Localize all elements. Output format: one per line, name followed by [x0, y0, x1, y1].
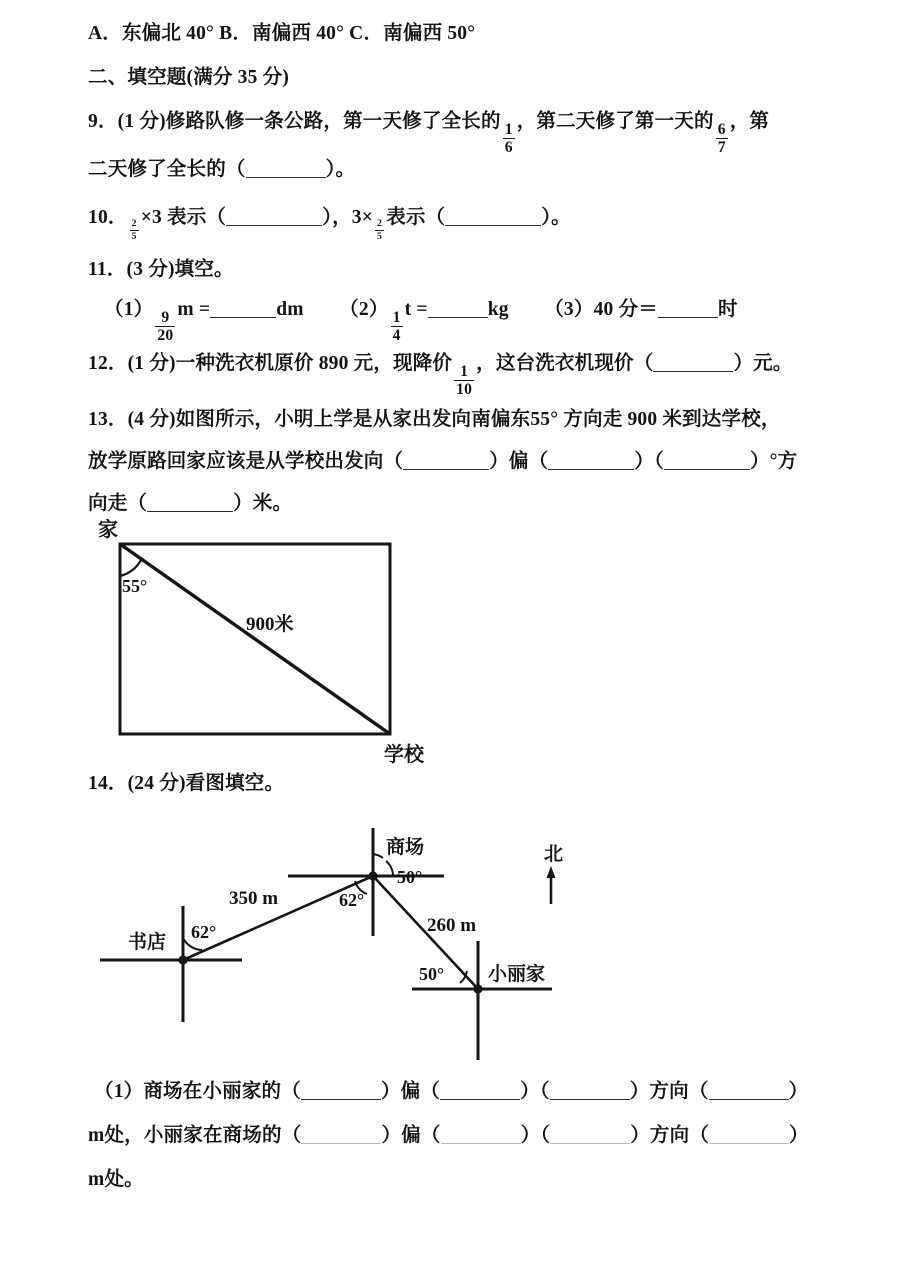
fraction-q10-second: $\frac{2}{5}$ [377, 217, 383, 242]
question-10-line [88, 206, 571, 241]
question-11-item-1-unit-to: dm [276, 299, 304, 320]
diagram-label-bookstore: 书店 [128, 932, 167, 953]
answer-blank-sq1-2[interactable] [440, 1083, 520, 1100]
question-13-text-b: 放学原路回家应该是从学校出发向（ [88, 451, 404, 472]
question-10-text-b: ），3× [322, 207, 374, 228]
diagram-distance-260: 260 m [427, 915, 477, 936]
question-10-text-a: ×3 表示（ [140, 207, 227, 228]
answer-blank-q13-c[interactable] [664, 453, 750, 470]
question-11-number: 11． [88, 259, 127, 280]
fraction-one-quarter: $\frac{1}{4}$ [392, 308, 401, 345]
question-9-points: (1 分) [117, 111, 166, 132]
answer-choices-line [88, 22, 475, 45]
question-11-item-2-unit-to: kg [487, 299, 509, 320]
subquestion-1-line-1 [94, 1080, 808, 1103]
question-9-text-d: 二天修了全长的（ [88, 159, 246, 180]
question-11-items [104, 298, 738, 344]
question-12-text-a: 一种洗衣机原价 890 元，现降价 [175, 353, 453, 374]
subq1-text-g: ）偏（ [381, 1125, 441, 1146]
diagram-angle-xiaoli-50: 50° [419, 964, 445, 984]
question-13-text-d: ）（ [634, 451, 664, 472]
diagram-angle-mall-50: 50° [397, 867, 423, 887]
answer-blank-q10-b[interactable] [445, 209, 541, 226]
question-9-number: 9． [88, 111, 118, 132]
section-heading [88, 66, 289, 89]
answer-blank-q10-a[interactable] [226, 209, 322, 226]
fraction-one-tenth: $\frac{1}{10}$ [456, 362, 473, 399]
question-13-text-c: ）偏（ [489, 451, 549, 472]
diagram-label-home: 家 [98, 519, 118, 541]
subq1-text-k: m处。 [88, 1169, 144, 1190]
answer-blank-q11-1[interactable] [210, 301, 276, 318]
question-13-text-g: ）米。 [233, 493, 293, 514]
question-13-number: 13． [88, 409, 128, 430]
question-12-number: 12． [88, 353, 128, 374]
fraction-one-sixth: $\frac{1}{6}$ [504, 120, 513, 157]
diagram-angle-mall-62: 62° [339, 890, 365, 910]
subq1-text-e: ） [788, 1081, 809, 1102]
subq1-text-b: ）偏（ [380, 1081, 441, 1102]
question-11-item-2-unit-from: t = [404, 299, 428, 320]
answer-blank-sq1-1[interactable] [301, 1083, 381, 1100]
answer-blank-sq1-3[interactable] [550, 1083, 630, 1100]
answer-blank-sq1-4[interactable] [709, 1083, 789, 1100]
question-9-text-e: ）。 [325, 159, 356, 180]
subq1-text-j: ） [789, 1125, 809, 1146]
answer-choices-text: A．东偏北 40° B．南偏西 40° C．南偏西 50° [88, 23, 476, 44]
question-12-text-c: ）元。 [733, 353, 793, 374]
subq1-text-a: （1）商场在小丽家的（ [94, 1081, 301, 1102]
question-14-number: 14． [88, 773, 128, 794]
question-10-text-d: ）。 [541, 207, 571, 228]
section-heading-text: 二、填空题(满分 35 分) [88, 67, 290, 88]
subq1-text-i: ）方向（ [630, 1125, 710, 1146]
answer-blank-sq1-8[interactable] [709, 1127, 789, 1144]
answer-blank-q12[interactable] [653, 355, 733, 372]
answer-blank-sq1-6[interactable] [441, 1127, 521, 1144]
question-9-text-c: ，第 [729, 111, 770, 132]
subq1-text-f: m处，小丽家在商场的（ [88, 1125, 302, 1146]
question-14-title: 看图填空。 [185, 773, 285, 794]
north-arrow-icon [547, 866, 556, 878]
subquestion-1-line-2 [88, 1124, 809, 1147]
question-11-points: (3 分) [126, 259, 175, 280]
question-13-line-3 [88, 492, 292, 515]
diagram-home-school [96, 520, 456, 770]
subq1-text-c: ）（ [520, 1081, 550, 1102]
subq1-text-h: ）（ [520, 1125, 551, 1146]
question-14-line [88, 772, 284, 795]
question-11-item-1-label: （1） [104, 299, 154, 320]
question-11-item-3-label: （3） [544, 299, 594, 320]
question-13-text-f: 向走（ [88, 493, 148, 514]
fraction-q10-first: $\frac{2}{5}$ [131, 217, 137, 242]
question-11-item-1-unit-from: m = [177, 299, 211, 320]
question-11-item-2-label: （2） [339, 299, 389, 320]
question-12-text-b: ，这台洗衣机现价（ [476, 353, 654, 374]
diagram-angle-55: 55° [122, 576, 148, 596]
answer-blank-q11-3[interactable] [658, 301, 718, 318]
question-13-line-2 [88, 450, 797, 473]
question-9-line-1 [88, 110, 769, 156]
diagram-label-mall: 商场 [386, 837, 425, 858]
question-14-points: (24 分) [127, 773, 186, 794]
question-13-text-a: 如图所示，小明上学是从家出发向南偏东55° 方向走 900 米到达学校， [175, 409, 781, 430]
diagram-distance-900: 900米 [246, 614, 294, 635]
answer-blank-q13-b[interactable] [548, 453, 634, 470]
diagram-label-xiaoli: 小丽家 [488, 964, 546, 985]
question-10-number: 10． [88, 207, 128, 228]
question-11-line [88, 258, 234, 281]
fraction-six-sevenths: $\frac{6}{7}$ [717, 120, 726, 157]
question-12-points: (1 分) [127, 353, 176, 374]
question-9-text-a: 修路队修一条公路，第一天修了全长的 [165, 111, 501, 132]
question-9-text-b: ，第二天修了第一天的 [516, 111, 714, 132]
answer-blank-q13-d[interactable] [147, 495, 233, 512]
question-13-text-e: ）°方 [749, 451, 798, 472]
fraction-nine-twentieths: $\frac{9}{20}$ [157, 308, 174, 345]
subquestion-1-line-3 [88, 1168, 144, 1191]
diagram-distance-350: 350 m [229, 888, 279, 909]
question-11-title: 填空。 [174, 259, 234, 280]
question-12-line [88, 352, 793, 398]
diagram-label-north: 北 [544, 844, 564, 865]
diagram-map [92, 828, 612, 1068]
question-13-line-1 [88, 408, 781, 431]
question-10-text-c: 表示（ [386, 207, 446, 228]
answer-blank-sq1-5[interactable] [301, 1127, 381, 1144]
question-9-line-2 [88, 158, 355, 181]
diagram-label-school: 学校 [384, 744, 424, 766]
answer-blank-q11-2[interactable] [428, 301, 488, 318]
answer-blank-sq1-7[interactable] [550, 1127, 630, 1144]
question-11-item-3-value: 40 分＝ [593, 299, 658, 320]
question-13-points: (4 分) [127, 409, 176, 430]
question-11-item-3-unit-to: 时 [717, 299, 738, 320]
answer-blank-q9[interactable] [246, 161, 326, 178]
answer-blank-q13-a[interactable] [403, 453, 489, 470]
diagram-angle-bookstore-62: 62° [191, 922, 217, 942]
subq1-text-d: ）方向（ [629, 1081, 709, 1102]
